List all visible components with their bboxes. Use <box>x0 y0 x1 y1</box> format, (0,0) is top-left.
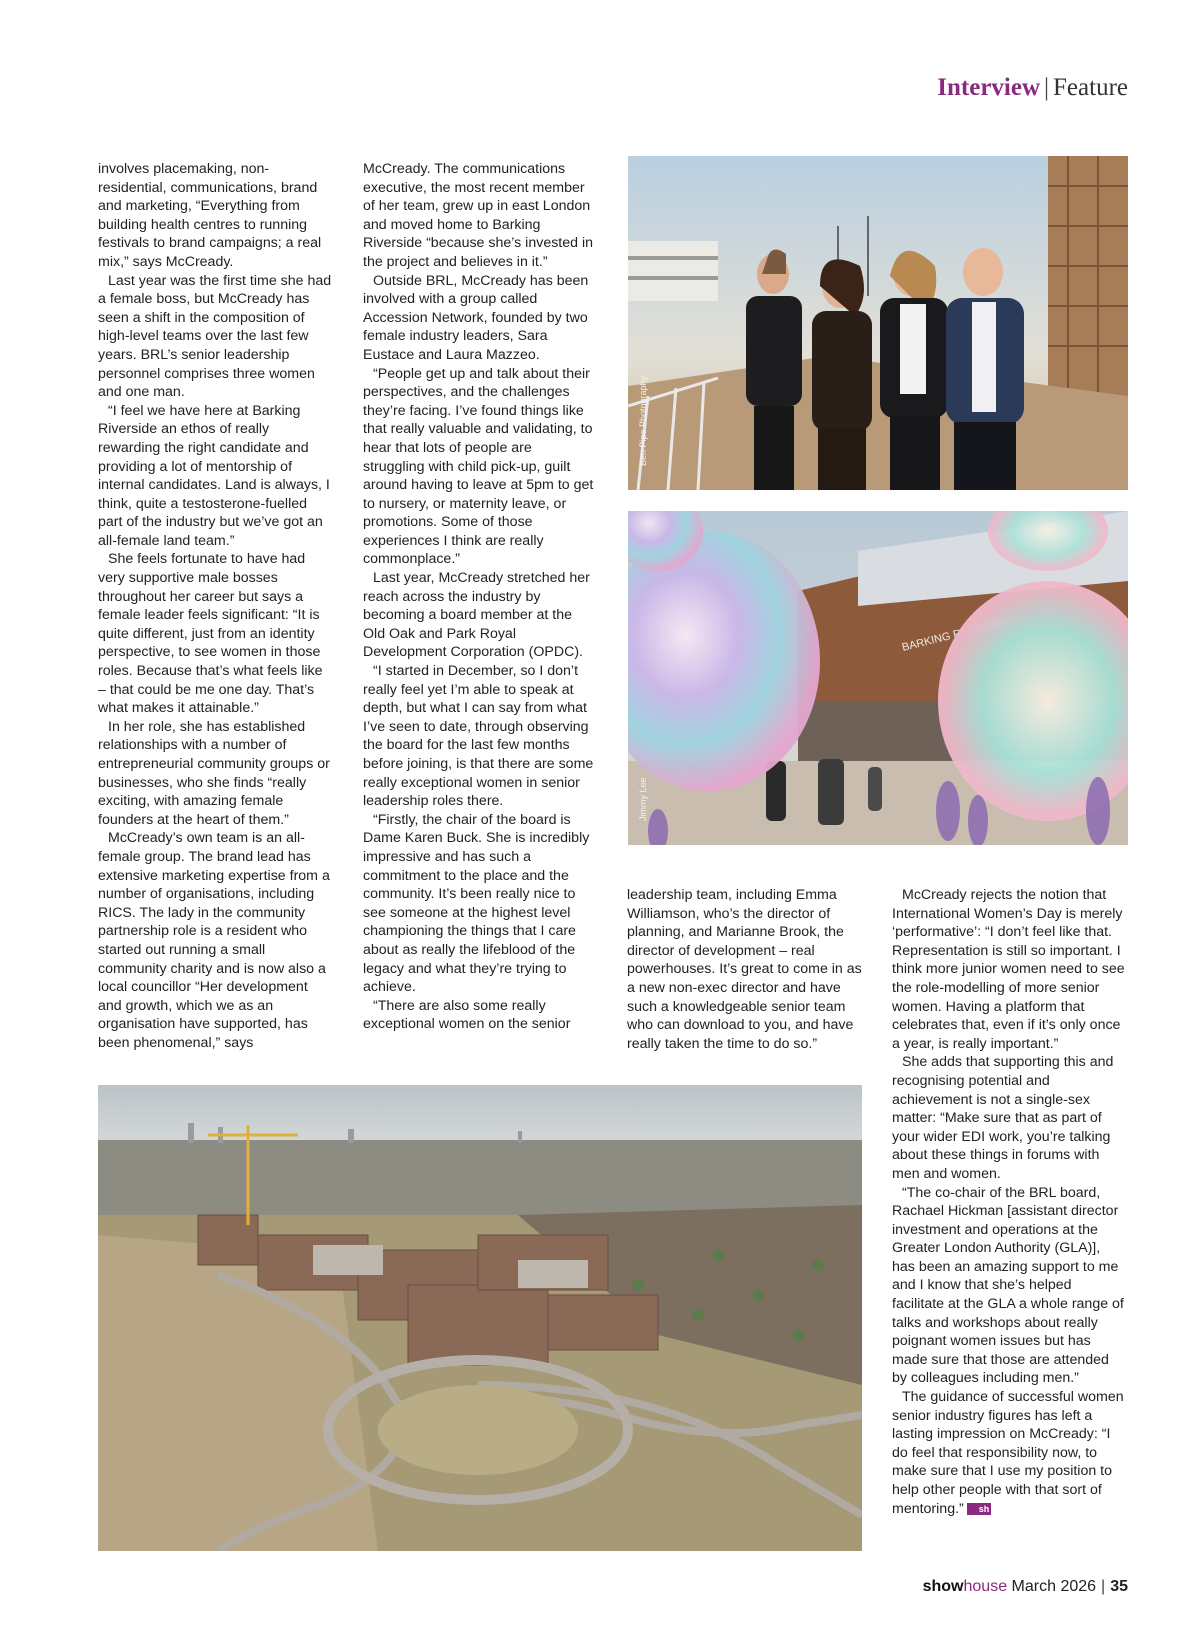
bubbles-photo <box>628 511 1128 845</box>
paragraph: In her role, she has established relationships with a number of entrepreneurial community groups or businesses, who she finds “really exciting, with amazing female founders at the heart of them.” <box>98 718 330 828</box>
paragraph: Last year, McCready stretched her reach across the industry by becoming a board member at the Old Oak and Park Royal Development Corporation (OPDC). <box>363 570 590 661</box>
magazine-name-light: house <box>963 1578 1008 1595</box>
paragraph: “The co-chair of the BRL board, Rachael Hickman [assistant director investment and operations at the Greater London Authority (GLA)], has been an amazing support to me and I know that she’s helped facilitate at the GLA a whole range of talks and workshops about really poignant women issues but has made sure that those are attended by colleagues including men.” <box>892 1184 1124 1387</box>
page-footer <box>923 1578 1128 1596</box>
footer-divider: | <box>1101 1578 1106 1595</box>
issue-date: March 2026 <box>1011 1578 1097 1595</box>
paragraph: involves placemaking, non-residential, communications, brand and marketing, “Everything from building health centres to running festivals to brand campaigns; a real mix,” says McCready. <box>98 161 322 270</box>
paragraph: She adds that supporting this and recognising potential and achievement is not a single-sex matter: “Make sure that as part of your wider EDI work, you’re talking about these things in forums with men and women. <box>892 1054 1114 1182</box>
text-column-2 <box>363 160 597 1034</box>
paragraph <box>892 1388 1126 1518</box>
paragraph: McCready’s own team is an all-female group. The brand lead has extensive marketing expertise from a number of organisations, including RICS. The lady in the community partnership role is a resident who started out running a small community charity and is now also a local councillor “Her development and growth, which we as an organisation have supported, has been phenomenal,” says <box>98 830 330 1051</box>
paragraph: leadership team, including Emma Williamson, who’s the director of planning, and Marianne Brook, the director of development – real powerhouses. It’s great to come in as a new non-exec director and have such a knowledgeable senior team who can download to you, and have really taken the time to do so.” <box>627 887 862 1052</box>
paragraph: “Firstly, the chair of the board is Dame Karen Buck. She is incredibly impressive and has such a commitment to the place and the community. It’s been really nice to see someone at the highest level championing the things that I care about as really the lifeblood of the legacy and what they’re trying to achieve. <box>363 811 590 996</box>
paragraph: “I started in December, so I don’t really feel yet I’m able to speak at depth, but what I can say from what I’ve seen to date, through observing the board for the last few months before joining, is that there are some really exceptional women in senior leadership roles there. <box>363 663 594 810</box>
aerial-photo-image <box>98 1085 862 1551</box>
photo-credit: Ben Pipe Photography <box>638 375 648 466</box>
paragraph: “I feel we have here at Barking Riverside an ethos of really rewarding the right candidate and providing a lot of mentorship of internal candidates. Land is always, I think, quite a testosterone-fuelled part of the industry but we’ve got an all-female land team.” <box>98 402 330 549</box>
paragraph: Last year was the first time she had a female boss, but McCready has seen a shift in the composition of high-level teams over the last few years. BRL’s senior leadership personnel comprises three women and one man. <box>98 272 332 401</box>
paragraph: McCready rejects the notion that International Women’s Day is merely ‘performative’: “I don’t feel like that. Representation is still so important. I think more junior women need to see the role-modelling of more senior women. Having a platform that celebrates that, even if it’s only once a year, is really important.” <box>892 887 1125 1052</box>
photo-credit: Jimmy Lee <box>638 777 648 821</box>
team-photo-image <box>628 156 1128 490</box>
svg-text:BARKING RIVERSIDE: BARKING <box>900 630 952 654</box>
text-column-1 <box>98 160 332 1053</box>
text-column-3 <box>627 886 867 1053</box>
paragraph-text: The guidance of successful women senior industry figures has left a lasting impression on McCready: “I do feel that responsibility now, to make sure that I use my position to help other people with that sort of mentoring.” <box>892 1389 1124 1517</box>
paragraph: Outside BRL, McCready has been involved with a group called Accession Network, founded by two female industry leaders, Sara Eustace and Laura Mazzeo. <box>363 272 589 363</box>
paragraph: McCready. The communications executive, the most recent member of her team, grew up in east London and moved home to Barking Riverside “because she’s invested in the project and believes in it.” <box>363 161 594 270</box>
paragraph: “There are also some really exceptional women on the senior <box>363 997 571 1033</box>
aerial-photo <box>98 1085 862 1551</box>
paragraph: She feels fortunate to have had very supportive male bosses throughout her career but says a female leader feels significant: “It is quite different, just from an identity perspective, to see women in those roles. Because that’s what feels like – that could be me one day. That’s what makes it attainable.” <box>98 551 323 717</box>
text-column-4 <box>892 886 1126 1518</box>
header-divider: | <box>1044 74 1050 101</box>
bubbles-photo-image <box>628 511 1128 845</box>
section-label: Interview <box>937 74 1041 101</box>
team-photo <box>628 156 1128 490</box>
page-number: 35 <box>1110 1578 1128 1595</box>
paragraph: “People get up and talk about their perspectives, and the challenges they’re facing. I’ve found things like that really valuable and validating, to hear that lots of people are struggling with child pick-up, guilt around having to leave at 5pm to get to nursery, or maternity leave, or promotions. Some of those experiences I think are really commonplace.” <box>363 365 594 568</box>
magazine-name-bold: show <box>922 1578 964 1595</box>
section-header <box>937 74 1128 102</box>
end-mark-logo: sh <box>967 1503 992 1515</box>
feature-label: Feature <box>1053 74 1128 101</box>
